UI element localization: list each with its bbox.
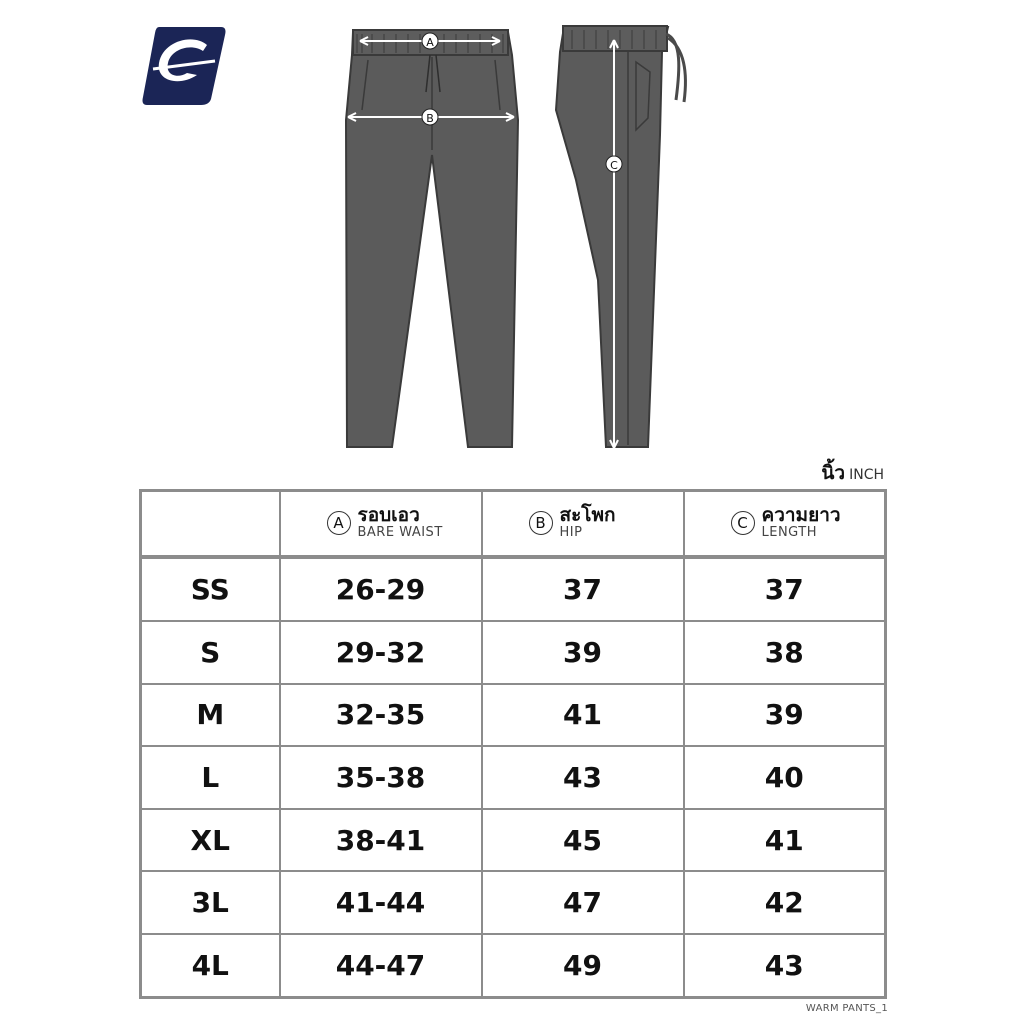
waist-value: 35-38 [280,746,482,809]
waist-value: 38-41 [280,809,482,872]
waist-value: 26-29 [280,557,482,621]
product-code: WARM PANTS_1 [805,1003,888,1014]
hip-value: 45 [482,809,684,872]
header-letter-c: C [731,511,755,535]
header-letter-a: A [327,511,351,535]
marker-a: A [426,36,434,49]
length-value: 43 [684,934,886,998]
size-label: M [141,684,280,747]
hip-value: 47 [482,871,684,934]
size-label: SS [141,557,280,621]
size-label: 3L [141,871,280,934]
unit-english: INCH [849,467,884,483]
length-value: 37 [684,557,886,621]
size-label: 4L [141,934,280,998]
size-chart-table [139,489,887,999]
header-waist-thai: รอบเอว [357,504,420,527]
table-row [141,746,886,809]
length-value: 38 [684,621,886,684]
length-value: 41 [684,809,886,872]
header-length-thai: ความยาว [761,504,841,527]
size-label: XL [141,809,280,872]
table-row [141,621,886,684]
header-length-english: LENGTH [761,525,818,541]
waist-value: 41-44 [280,871,482,934]
table-header-row [141,491,886,557]
header-waist [280,491,482,557]
hip-value: 49 [482,934,684,998]
marker-c: C [610,159,618,172]
unit-thai: นิ้ว [821,462,846,484]
length-value: 40 [684,746,886,809]
header-hip [482,491,684,557]
hip-value: 43 [482,746,684,809]
header-letter-b: B [529,511,553,535]
size-label: S [141,621,280,684]
table-row [141,809,886,872]
pants-side-view [556,26,685,448]
marker-b: B [426,112,434,125]
header-waist-english: BARE WAIST [357,525,443,541]
table-row [141,934,886,998]
table-row [141,871,886,934]
hip-value: 37 [482,557,684,621]
header-empty-cell [141,491,280,557]
waist-value: 29-32 [280,621,482,684]
hip-value: 39 [482,621,684,684]
table-row [141,684,886,747]
waist-value: 44-47 [280,934,482,998]
waist-value: 32-35 [280,684,482,747]
length-value: 39 [684,684,886,747]
table-row [141,557,886,621]
unit-label [760,458,884,488]
length-value: 42 [684,871,886,934]
pants-front-view [346,30,518,447]
header-length [684,491,886,557]
header-hip-thai: สะโพก [559,504,616,527]
header-hip-english: HIP [559,525,583,541]
pants-diagram [0,0,1024,470]
size-label: L [141,746,280,809]
hip-value: 41 [482,684,684,747]
